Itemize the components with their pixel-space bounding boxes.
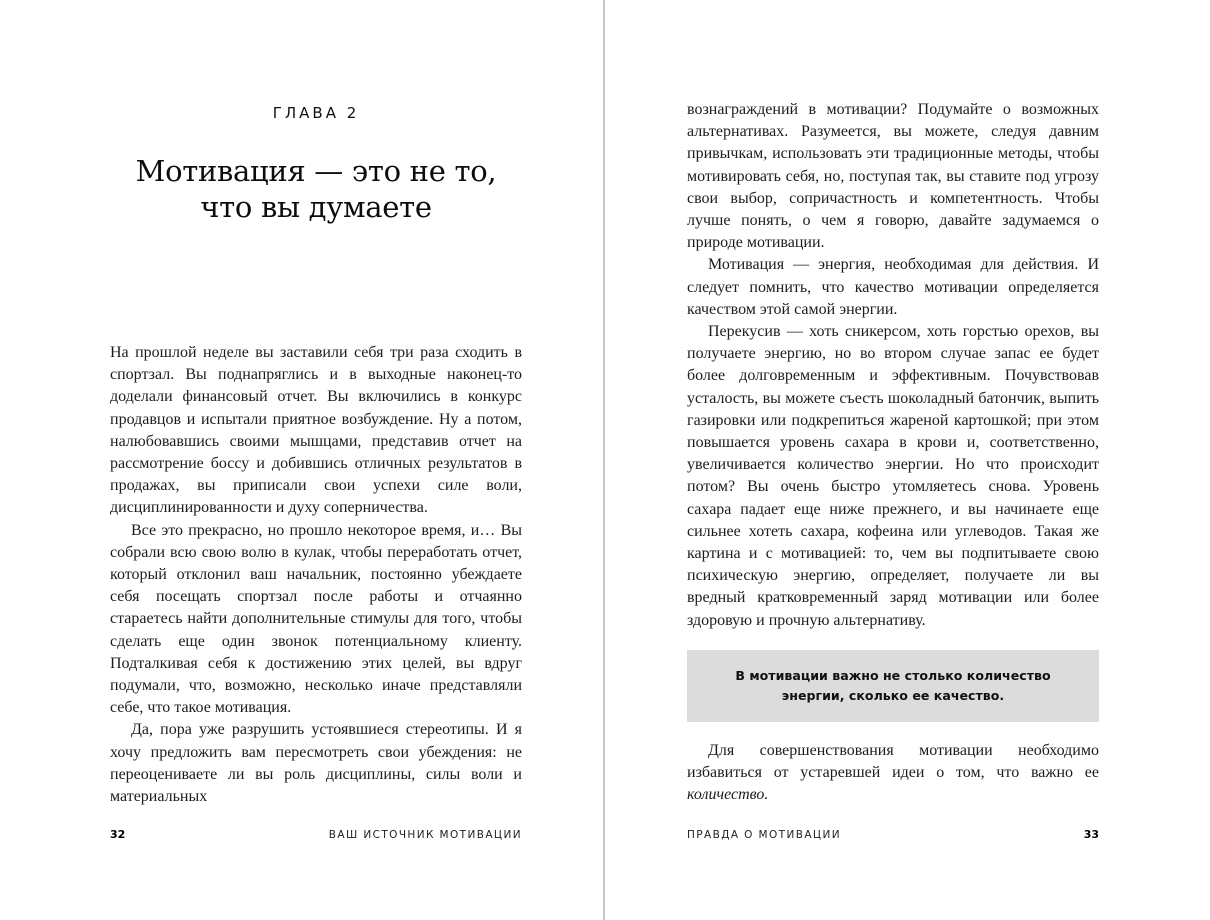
page-number: 32 xyxy=(110,828,126,842)
paragraph: Да, пора уже разрушить устоявшиеся стереотипы. И я хочу предложить вам пересмотреть свои убеждения: не переоцениваете ли вы роль дисциплины, силы воли и материальных xyxy=(110,721,522,806)
paragraph: Все это прекрасно, но прошло некоторое время, и… Вы собрали всю свою волю в кулак, чтобы переработать отчет, который отклонил ваш начальник, постоянно убеждаете себя посещать спортзал после работы и отчаянно стараетесь найти дополнительные стимулы для того, чтобы сделать еще один звонок потенциальному клиенту. Подталкивая себя к достижению этих целей, вы вдруг подумали, что, возможно, несколько иначе представляли себе, что такое мотивация. xyxy=(110,521,522,717)
running-head: ВАШ ИСТОЧНИК МОТИВАЦИИ xyxy=(328,829,522,842)
right-footer xyxy=(687,828,1099,842)
paragraph xyxy=(687,740,1099,807)
right-page xyxy=(687,0,1099,920)
paragraph: Перекусив — хоть сникерсом, хоть горстью орехов, вы получаете энергию, но во втором случае запас ее будет более долговременным и эффективным. Почувствовав усталость, вы можете съесть шоколадный батончик, выпить газировки или подкрепиться жареной картошкой; при этом повышается уровень сахара в крови и, соответственно, увеличивается количество энергии. Но что происходит потом? Вы очень быстро утомляетесь снова. Уровень сахара падает еще ниже прежнего, и вы начинаете еще сильнее хотеть сахара, кофеина или углеводов. Такая же картина и с мотивацией: то, чем вы подпитываете свою психическую энергию, определяет, получаете ли вы вредный кратковременный заряд мотивации или более здоровую и прочную альтернативу. xyxy=(687,323,1099,629)
left-body-text xyxy=(110,342,522,808)
page-spacer xyxy=(110,808,522,828)
paragraph: Мотивация — энергия, необходимая для действия. И следует помнить, что качество мотивации определяется качеством этой самой энергии. xyxy=(687,256,1099,318)
chapter-label: ГЛАВА 2 xyxy=(272,104,360,122)
left-footer xyxy=(110,828,522,842)
paragraph: На прошлой неделе вы заставили себя три раза сходить в спортзал. Вы поднапряглись и в выходные наконец-то доделали финансовый отчет. Вы включились в конкурс продавцов и испытали приятное возбуждение. Ну а потом, налюбовавшись своими мышцами, представив отчет на рассмотрение боссу и добившись отличных результатов в продажах, вы приписали свои успехи силе воли, дисциплинированности и духу соперничества. xyxy=(110,344,522,517)
closing-paragraph-text: Для совершенствования мотивации необходимо избавиться от устаревшей идеи о том, что важно ее xyxy=(687,741,1099,782)
callout-box xyxy=(687,650,1099,722)
chapter-title-line-1: Мотивация — это не то, xyxy=(135,154,497,188)
chapter-title-line-2: что вы думаете xyxy=(200,190,432,224)
page-gutter-divider xyxy=(603,0,605,920)
callout-text: В мотивации важно не столько количество энергии, сколько ее качество. xyxy=(735,667,1051,703)
left-page xyxy=(110,0,522,920)
right-body-text xyxy=(687,99,1099,632)
closing-body-text xyxy=(687,740,1099,807)
chapter-title xyxy=(110,153,522,225)
paragraph: вознаграждений в мотивации? Подумайте о возможных альтернативах. Разумеется, вы можете, следуя давним привычкам, использовать эти традиционные методы, чтобы мотивировать себя, но, поступая так, вы ставите под угрозу свои выбор, сопричастность и компетентность. Чтобы лучше понять, о чем я говорю, давайте задумаемся о природе мотивации. xyxy=(687,101,1099,252)
emphasis-text: количество. xyxy=(687,786,769,804)
page-number: 33 xyxy=(1083,828,1099,842)
running-head: ПРАВДА О МОТИВАЦИИ xyxy=(687,829,841,842)
page-spacer xyxy=(687,806,1099,828)
